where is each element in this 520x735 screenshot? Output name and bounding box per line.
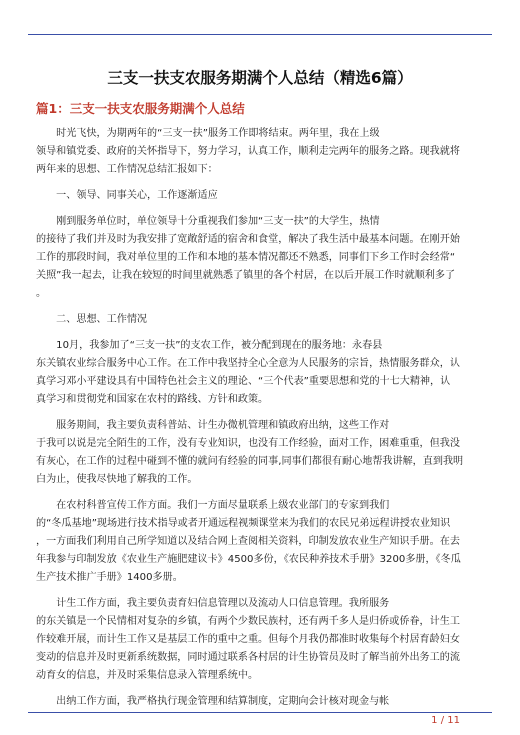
header-rule xyxy=(28,34,492,35)
document-title: 三支一扶支农服务期满个人总结（精选6篇） xyxy=(107,69,413,87)
document-body xyxy=(36,125,484,719)
paragraph: 服务期间，我主要负责科普站、计生办微机管理和镇政府出纳，这些工作对 于我可以说是完全陌生的工作，没有专业知识，也没有工作经验，面对工作，困难重重，但我没 有灰心，在工作的过程中碰到不懂的就问有经验的同事,同事们都很有耐心地帮我讲解，直到我明 白为止，使我尽快地了解我的工作。 xyxy=(36,420,464,485)
paragraph: 在农村科普宣传工作方面。我们一方面尽量联系上级农业部门的专家到我们 的“冬瓜基地”现场进行技术指导或者开通远程视频课堂来为我们的农民兄弟远程讲授农业知识 ，一方面我们利用自己所学知道以及结合网上查阅相关资料，印制发放农业生产知识手册。在去 年我参与印制发放《农业生产施肥建议卡》4500多份，《农民种养技术手册》3200多册，《冬瓜 生产技术推广手册》1400多册。 xyxy=(36,500,461,583)
footer-rule xyxy=(28,712,492,713)
paragraph: 计生工作方面，我主要负责育妇信息管理以及流动人口信息管理。我所服务 的东关镇是一个民情相对复杂的乡镇，有两个少数民族村，还有两千多人是归侨或侨眷，计生工 作较难开展，而计生工作又是基层工作的重中之重。但每个月我仍都准时收集每个村居育龄妇女 变动的信息并及时更新系统数据，同时通过联系各村居的计生协管员及时了解当前外出务工的流 动育女的信息，并及时采集信息录入管理系统中。 xyxy=(36,598,460,681)
paragraph-heading: 二、思想、工作情况 xyxy=(36,314,148,325)
paragraph: 刚到服务单位时，单位领导十分重视我们参加“三支一扶”的大学生，热情 的接待了我们并及时为我安排了宽敞舒适的宿舍和食堂，解决了我生活中最基本问题。在刚开始 工作的那段时间，我对单位里的工作和本地的基本情况都还不熟悉，同事们下乡工作时会经常“ 关照”我一起去，让我在较短的时间里就熟悉了镇里的各个村居，在以后开展工作时就顺利多了 。 xyxy=(36,216,460,299)
paragraph: 时光飞快，为期两年的“三支一扶”服务工作即将结束。两年里，我在上级 领导和镇党委、政府的关怀指导下，努力学习，认真工作，顺利走完两年的服务之路。现我就将 两年来的思想、工作情况总结汇报如下： xyxy=(36,128,460,175)
paragraph: 10月，我参加了“三支一扶”的支农工作，被分配到现在的服务地：永春县 东关镇农业综合服务中心工作。在工作中我坚持全心全意为人民服务的宗旨，热情服务群众，认 真学习邓小平建设具有中国特色社会主义的理论、“三个代表”重要思想和党的十七大精神，认 真学习和贯彻党和国家在农村的路线、方针和政策。 xyxy=(36,340,460,405)
section-title: 篇1：三支一扶支农服务期满个人总结 xyxy=(36,101,245,116)
paragraph-heading: 一、领导、同事关心，工作逐渐适应 xyxy=(36,190,218,201)
page-number: 1 / 11 xyxy=(431,715,460,726)
paragraph: 出纳工作方面，我严格执行现金管理和结算制度，定期向会计核对现金与帐 xyxy=(36,696,390,707)
